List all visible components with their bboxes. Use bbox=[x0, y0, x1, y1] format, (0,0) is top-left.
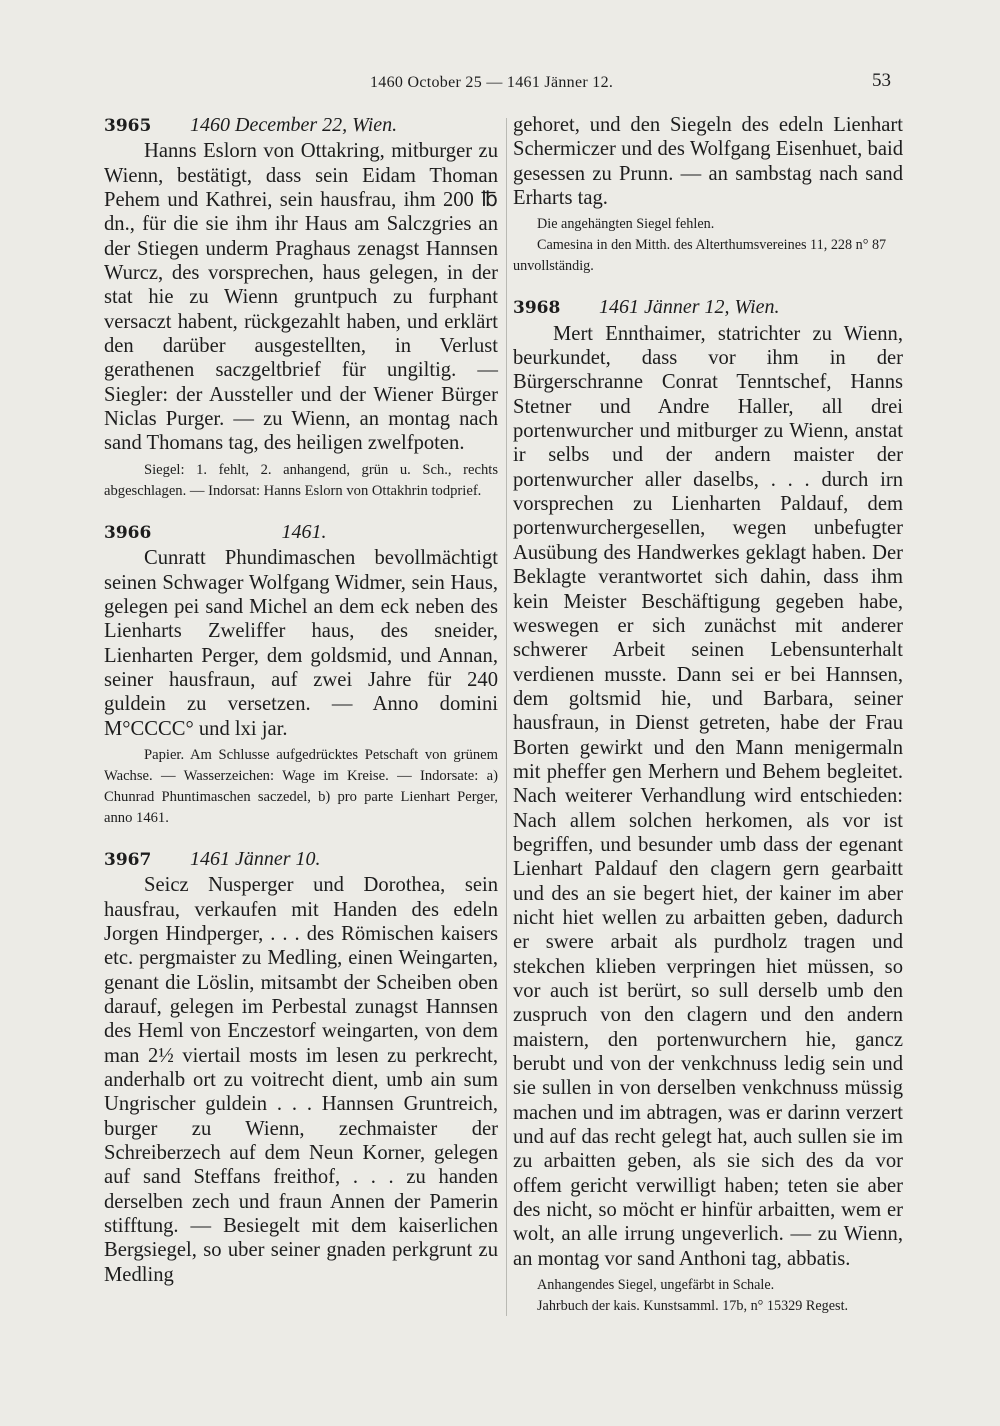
entry-text-continued: gehoret, und den Siegeln des edeln Lienhart Schermiczer und des Wolfgang Eisenhuet, baid gesessen zu Prunn. — an sambstag nach sand Erharts tag. bbox=[513, 114, 903, 210]
entry-text: Cunratt Phundimaschen bevollmächtigt seinen Schwager Wolfgang Widmer, sein Haus, gelegen pei sand Michel an dem eck neben des Lienharts Zweliffer haus, des sneider, Lienharten Perger, dem goldsmid, und Annan, seiner hausfraun, auf zwei Jahre für 240 guldein zu versetzen. — Anno domini M°CCCC° und lxi jar. bbox=[104, 547, 498, 740]
note-line: Die angehängten Siegel fehlen. bbox=[537, 216, 715, 233]
note-line: Camesina in den Mitth. des Alterthumsvereines 11, 228 n° 87 unvollständig. bbox=[513, 237, 887, 275]
left-column bbox=[104, 113, 498, 1287]
entry-date: 1461 Jänner 10. bbox=[190, 847, 321, 870]
page-header bbox=[0, 70, 1000, 98]
entry-note bbox=[104, 460, 498, 502]
entry-date: 1461. bbox=[281, 520, 327, 543]
entry-text: Seicz Nusperger und Dorothea, sein hausfrau, verkaufen mit Handen des edeln Jorgen Hindperger, . . . des Römischen kaisers etc. pergmaister zu Medling, einen Weingarten, genant die Löslin, mitsambt der Scheiben oben darauf, gelegen im Perbestal zunagst Hannsen des Heml von Enczestorf weingarten, von dem man 2½ viertail mosts im lesen zu perkrecht, anderhalb ort zu voitrecht dient, umb ain sum Ungrischer guldein . . . Hannsen Gruntreich, burger zu Wienn, zechmaister der Schreiberzech auf dem Neun Korner, gelegen auf sand Steffans freithof, . . . zu handen derselben zech und fraun Annen der Pamerin stifftung. — Besiegelt mit dem kaiserlichen Bergsiegel, so uber seiner gnaden perkgrunt zu Medling bbox=[104, 874, 498, 1286]
entry-heading bbox=[104, 847, 498, 872]
entry-note bbox=[513, 214, 903, 277]
entry-date: 1460 December 22, Wien. bbox=[190, 114, 398, 136]
entry-heading bbox=[513, 295, 903, 320]
note-line: Papier. Am Schlusse aufgedrücktes Petschaft von grünem Wachse. — Wasserzeichen: Wage im Kreise. — Indorsate: a) Chunrad Phuntimaschen saczedel, b) pro parte Lienhart Perger, anno 1461. bbox=[104, 746, 498, 826]
entry-heading bbox=[104, 520, 498, 545]
entry-text: Mert Ennthaimer, statrichter zu Wienn, beurkundet, dass vor ihm in der Bürgerschranne Conrat Tenntschef, Hanns Stetner und Andre Haller, all drei portenwurcher und mitburger zu Wienn, anstat ir selbs und der andern maister der portenwurcher aller daselbs, . . . durch irn vorsprechen zu Lienharten Paldauf, dem portenwurchergesellen, wegen unbefugter Ausübung des Handwerkes geklagt haben. Der Beklagte verantwortet sich dahin, dass ihm kein Meister Beschäftigung gegeben habe, weswegen er sich zunächst mit anderer schwerer Arbeit seinen Lebensunterhalt verdienen musste. Dann sei er bei Hannsen, dem goltsmid hie, und Barbara, seiner hausfraun, in Dienst getreten, habe der Frau Borten gewirkt und den Mann menigermaln mit pheffer gen Merhern und Behem begleitet. Nach weiterer Verhandlung wird entschieden: Nach allem solchen herkomen, als vor ist begriffen, und besunder umb dass der egenant Lienhart Paldauf den clagern gern gearbaitt und des an sie begert hiet, der kainer im aber nicht hiet wellen zu arbaitten geben, dadurch er swere arbait als purdholz tragen und stekchen klieben verpringen hiet müssen, so vor auch ist berürt, so sull derselb umb den zuspruch von den clagern und den andern maistern, den portenwurchern hie, gancz berubt und von der venkchnuss ledig sein und sie sullen in von derselben venkchnuss müssig machen und im abtragen, was er darinn verzert und auf das recht gelegt hat, auch sullen sie im zu arbaitten geben, als sie sich des da vor offem gericht verwilligt haben; teten sie aber des nicht, so möcht er hinfür arbaitten, wem er wolt, an alle irrung ungeverlich. — zu Wienn, an montag vor sand Anthoni tag, abbatis. bbox=[513, 322, 903, 1270]
entry-3965 bbox=[104, 113, 498, 502]
entry-note bbox=[104, 745, 498, 829]
entry-date: 1461 Jänner 12, Wien. bbox=[599, 296, 780, 319]
entry-3968 bbox=[513, 295, 903, 1317]
entry-3967-continued bbox=[513, 113, 903, 277]
entry-number: 3966 bbox=[104, 522, 152, 543]
entry-note bbox=[513, 1275, 903, 1317]
column-divider bbox=[506, 118, 507, 1316]
running-title: 1460 October 25 — 1461 Jänner 12. bbox=[370, 74, 614, 91]
note-line: Anhangendes Siegel, ungefärbt in Schale. bbox=[537, 1277, 775, 1294]
entry-text: Hanns Eslorn von Ottakring, mitburger zu Wienn, bestätigt, dass sein Eidam Thoman Pehem und Kathrei, sein hausfrau, ihm 200 ℔ dn., für die sie ihm ihr Haus am Salczgries an der Stiegen underm Praghaus zenagst Hannsen Wurcz, des vorsprechen, haus gelegen, in der stat hie zu Wienn gruntpuch zu furphant versaczt habent, rückgezahlt haben, und erklärt den darüber ausgestellten, in Verlust gerathenen saczgeltbrief für ungiltig. — Siegler: der Aussteller und der Wiener Bürger Niclas Purger. — zu Wienn, an montag nach sand Thomans tag, des heiligen zwelfpoten. bbox=[104, 140, 498, 455]
entry-number: 3967 bbox=[104, 849, 152, 870]
entry-heading bbox=[104, 113, 498, 138]
page-number: 53 bbox=[872, 70, 891, 91]
entry-number: 3968 bbox=[513, 298, 561, 319]
entry-3967 bbox=[104, 847, 498, 1287]
right-column bbox=[513, 113, 903, 1317]
entry-number: 3965 bbox=[104, 116, 152, 136]
note-line: Siegel: 1. fehlt, 2. anhangend, grün u. Sch., rechts abgeschlagen. — Indorsat: Hanns Eslorn von Ottakhrin todprief. bbox=[104, 461, 498, 499]
note-line: Jahrbuch der kais. Kunstsamml. 17b, n° 15329 Regest. bbox=[537, 1298, 849, 1315]
entry-3966 bbox=[104, 520, 498, 829]
